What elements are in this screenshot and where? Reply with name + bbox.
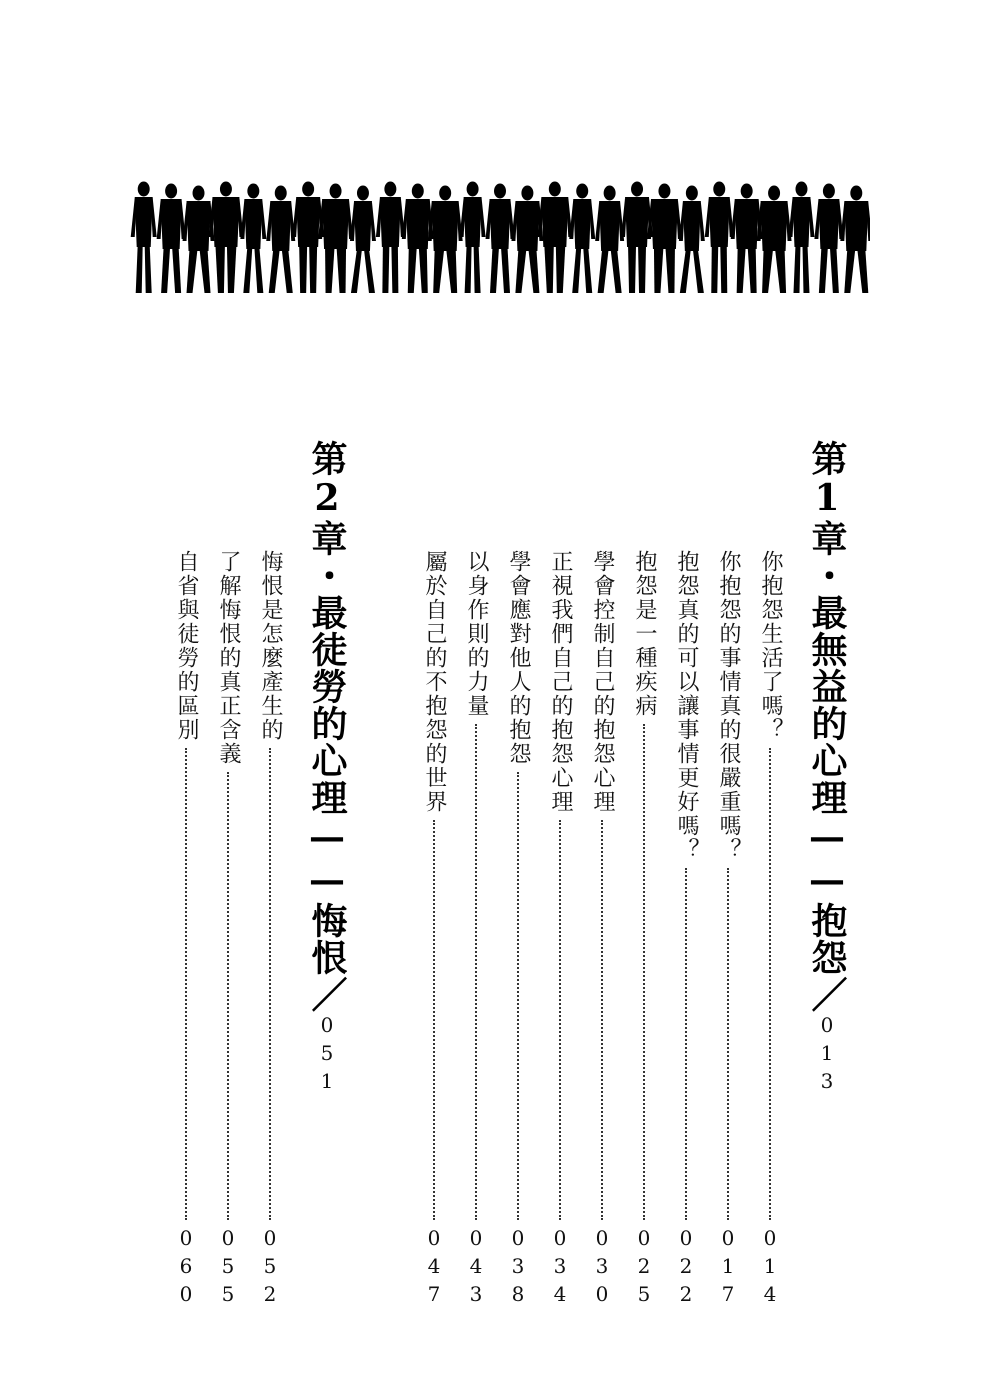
toc-entry[interactable] xyxy=(412,550,456,1310)
leader-dots xyxy=(643,724,645,1220)
entry-title: 抱怨是一種疾病 xyxy=(632,550,657,718)
chapter-title: 第1章・最無益的心理——抱怨／ xyxy=(806,440,848,1013)
entry-page-number: 060 xyxy=(174,1226,198,1310)
chapter-1-heading xyxy=(805,440,849,1240)
leader-dots xyxy=(559,820,561,1220)
entry-title: 你抱怨的事情真的很嚴重嗎？ xyxy=(716,550,741,862)
person-silhouette xyxy=(318,184,353,294)
toc-entry[interactable] xyxy=(538,550,582,1310)
person-silhouette xyxy=(183,186,215,294)
leader-dots xyxy=(517,772,519,1220)
person-silhouette xyxy=(595,186,624,294)
toc-entry[interactable] xyxy=(622,550,666,1310)
person-silhouette xyxy=(840,186,870,294)
leader-dots xyxy=(769,748,771,1220)
toc-entry[interactable] xyxy=(164,550,208,1310)
person-silhouette xyxy=(679,186,705,294)
entry-page-number: 014 xyxy=(758,1226,782,1310)
entry-page-number: 055 xyxy=(216,1226,240,1310)
entry-page-number: 034 xyxy=(548,1226,572,1310)
leader-dots xyxy=(185,748,187,1220)
person-silhouette xyxy=(814,184,843,294)
entry-page-number: 022 xyxy=(674,1226,698,1310)
entry-page-number: 025 xyxy=(632,1226,656,1310)
leader-dots xyxy=(227,772,229,1220)
chapter-page-number: 013 xyxy=(815,1013,839,1097)
person-silhouette xyxy=(428,186,463,294)
entry-title: 正視我們自己的抱怨心理 xyxy=(548,550,573,814)
person-silhouette xyxy=(511,186,543,294)
entry-page-number: 052 xyxy=(258,1226,282,1310)
person-silhouette xyxy=(460,182,486,294)
chapter-page-number: 051 xyxy=(315,1013,339,1097)
leader-dots xyxy=(475,724,477,1220)
person-silhouette xyxy=(266,186,295,294)
entry-title: 悔恨是怎麼產生的 xyxy=(258,550,283,742)
entry-title: 學會控制自己的抱怨心理 xyxy=(590,550,615,814)
entry-title: 自省與徒勞的區別 xyxy=(174,550,199,742)
entry-page-number: 043 xyxy=(464,1226,488,1310)
person-silhouette xyxy=(757,186,792,294)
entry-page-number: 030 xyxy=(590,1226,614,1310)
leader-dots xyxy=(685,868,687,1220)
person-silhouette xyxy=(647,184,682,294)
toc-entry[interactable] xyxy=(454,550,498,1310)
toc-entry[interactable] xyxy=(748,550,792,1310)
entry-title: 屬於自己的不抱怨的世界 xyxy=(422,550,447,814)
person-silhouette xyxy=(788,182,814,294)
entry-title: 你抱怨生活了嗎？ xyxy=(758,550,783,742)
toc-entry[interactable] xyxy=(248,550,292,1310)
entry-title: 學會應對他人的抱怨 xyxy=(506,550,531,766)
toc-entry[interactable] xyxy=(496,550,540,1310)
leader-dots xyxy=(433,820,435,1220)
toc-entry[interactable] xyxy=(706,550,750,1310)
person-silhouette xyxy=(350,186,376,294)
person-silhouette xyxy=(131,182,157,294)
leader-dots xyxy=(601,820,603,1220)
person-silhouette xyxy=(376,182,405,294)
entry-page-number: 047 xyxy=(422,1226,446,1310)
person-silhouette xyxy=(705,182,734,294)
toc-entry[interactable] xyxy=(664,550,708,1310)
person-silhouette xyxy=(240,184,266,294)
toc-entry[interactable] xyxy=(580,550,624,1310)
person-silhouette xyxy=(486,184,515,294)
entry-title: 抱怨真的可以讓事情更好嗎？ xyxy=(674,550,699,862)
entry-page-number: 017 xyxy=(716,1226,740,1310)
chapter-2-heading xyxy=(305,440,349,1240)
leader-dots xyxy=(269,748,271,1220)
leader-dots xyxy=(727,868,729,1220)
entry-page-number: 038 xyxy=(506,1226,530,1310)
person-silhouette xyxy=(569,184,595,294)
entry-title: 了解悔恨的真正含義 xyxy=(216,550,241,766)
chapter-title: 第2章・最徒勞的心理——悔恨／ xyxy=(306,440,348,1013)
toc-entry[interactable] xyxy=(206,550,250,1310)
silhouette-illustration xyxy=(130,175,870,300)
person-silhouette xyxy=(157,184,186,294)
entry-title: 以身作則的力量 xyxy=(464,550,489,718)
